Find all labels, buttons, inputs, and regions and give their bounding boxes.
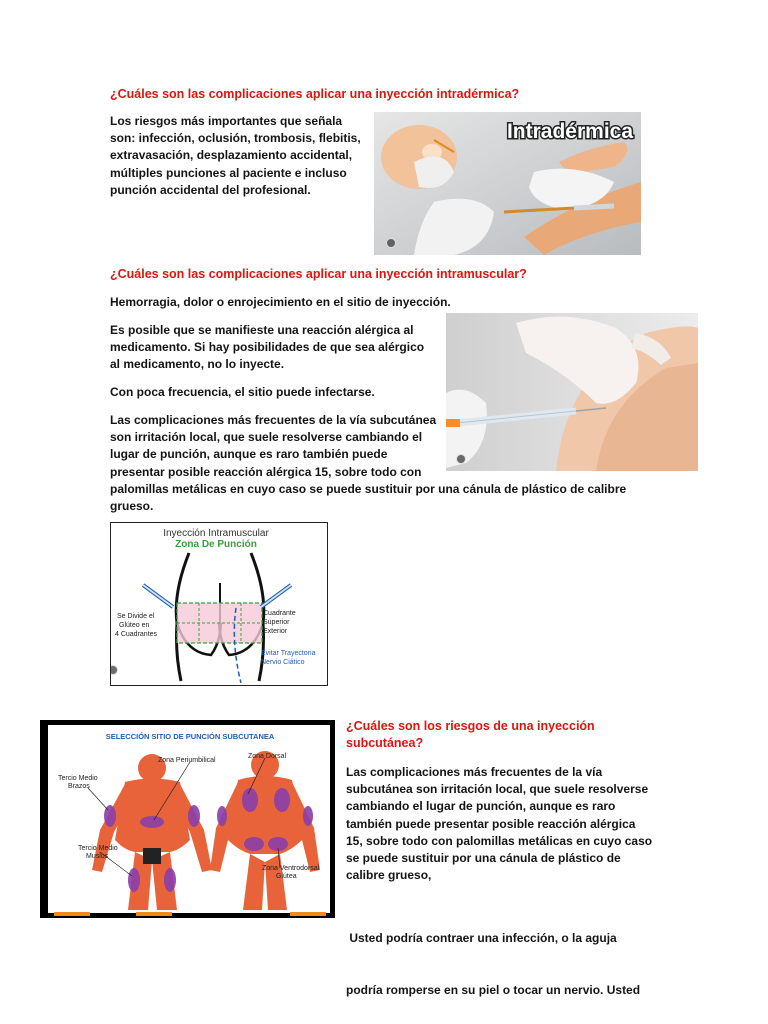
text-line: podría romperse en su piel o tocar un nervio. Usted bbox=[346, 983, 641, 998]
diagram-subtitle: Zona De Punción bbox=[175, 539, 257, 550]
subcutaneous-para-2 bbox=[346, 896, 666, 1016]
left-label-line: Se Divide el bbox=[117, 613, 155, 620]
text-line: son: infección, oclusión, trombosis, flebitis, bbox=[110, 131, 361, 146]
subcut-diagram-title: SELECCIÓN SITIO DE PUNCIÓN SUBCUTANEA bbox=[105, 732, 275, 741]
subcutaneous-sites-diagram bbox=[40, 720, 335, 918]
text-line: cambiando el lugar de punción, aunque es raro bbox=[346, 799, 616, 814]
text-line: punción accidental del profesional. bbox=[110, 182, 311, 197]
left-label-line: 4 Cuadrantes bbox=[115, 631, 158, 638]
question-line: subcutánea? bbox=[346, 736, 424, 750]
text-line: calibre grueso, bbox=[346, 868, 432, 883]
intramuscular-para-2 bbox=[110, 322, 440, 374]
text-line: Las complicaciones más frecuentes de la vía bbox=[346, 765, 603, 779]
nerve-label-line: Nervio Ciático bbox=[261, 659, 305, 666]
subcutaneous-para-1 bbox=[346, 764, 666, 884]
left-label-line: Glúteo en bbox=[119, 622, 150, 629]
question-line: ¿Cuáles son los riesgos de una inyección bbox=[346, 719, 595, 733]
subcutaneous-diagram bbox=[40, 720, 335, 918]
text-line: también puede presentar posible reacción alérgica bbox=[346, 816, 636, 831]
text-line: lugar de punción, aunque es raro también puede bbox=[110, 447, 388, 462]
text-line: subcutánea son irritación local, que suele resolverse bbox=[346, 782, 649, 797]
label-periumbilical: Zona Periumbilical bbox=[158, 757, 216, 764]
intramuscular-diagram bbox=[110, 522, 328, 686]
text-line: medicamento. Si hay posibilidades de que sea alérgico bbox=[110, 340, 425, 355]
right-label-line: Cuadrante bbox=[263, 610, 296, 617]
label-gluteo-line: Zona Ventrodorsal bbox=[262, 865, 320, 872]
label-gluteo-line: Glútea bbox=[276, 873, 297, 880]
label-muslos-line: Muslos bbox=[86, 853, 109, 860]
label-brazos-line: Brazos bbox=[68, 783, 90, 790]
intradermal-photo bbox=[374, 112, 641, 255]
right-label-line: Superior bbox=[263, 619, 290, 626]
intradermal-paragraph bbox=[110, 113, 370, 199]
intradermal-caption: Intradérmica bbox=[506, 120, 634, 143]
intramuscular-para-3: Con poca frecuencia, el sitio puede infectarse. bbox=[110, 385, 375, 399]
text-line: Las complicaciones más frecuentes de la vía subcutánea bbox=[110, 413, 437, 427]
text-line: al medicamento, no lo inyecte. bbox=[110, 357, 285, 372]
label-dorsal: Zona Dorsal bbox=[248, 753, 287, 760]
text-line: Es posible que se manifieste una reacción alérgica al bbox=[110, 323, 414, 337]
text-line: presentar posible reacción alérgica 15, sobre todo con bbox=[110, 464, 422, 479]
text-line: Usted podría contraer una infección, o la aguja bbox=[346, 931, 617, 946]
text-line: palomillas metálicas en cuyo caso se puede sustituir por una cánula de plástico de calibre bbox=[110, 481, 627, 496]
label-brazos-line: Tercio Medio bbox=[58, 775, 98, 782]
text-line: extravasación, desplazamiento accidental, bbox=[110, 148, 353, 163]
label-muslos-line: Tercio Medio bbox=[78, 845, 118, 852]
lens-icon[interactable] bbox=[386, 238, 396, 248]
text-line: grueso. bbox=[110, 499, 154, 514]
text-line: 15, sobre todo con palomillas metálicas en cuyo caso bbox=[346, 833, 653, 848]
right-label-line: Exterior bbox=[263, 628, 288, 635]
gluteal-diagram bbox=[111, 523, 327, 685]
text-line: Los riesgos más importantes que señala bbox=[110, 114, 343, 128]
question-intramuscular: ¿Cuáles son las complicaciones aplicar una inyección intramuscular? bbox=[110, 267, 527, 281]
intramuscular-para-1: Hemorragia, dolor o enrojecimiento en el sitio de inyección. bbox=[110, 295, 451, 309]
intramuscular-photo bbox=[446, 313, 698, 471]
question-subcutaneous bbox=[346, 718, 646, 752]
intradermal-illustration bbox=[374, 112, 641, 255]
diagram-title: Inyección Intramuscular bbox=[163, 528, 269, 539]
text-line: son irritación local, que suele resolverse cambiando el bbox=[110, 430, 423, 445]
lens-icon[interactable] bbox=[456, 454, 466, 464]
intramuscular-illustration bbox=[446, 313, 698, 471]
question-intradermal: ¿Cuáles son las complicaciones aplicar una inyección intradérmica? bbox=[110, 87, 520, 101]
text-line: se puede sustituir por una cánula de plástico de bbox=[346, 851, 621, 866]
nerve-label-line: Evitar Trayectoria bbox=[261, 650, 316, 657]
text-line: múltiples punciones al paciente e incluso bbox=[110, 165, 347, 180]
